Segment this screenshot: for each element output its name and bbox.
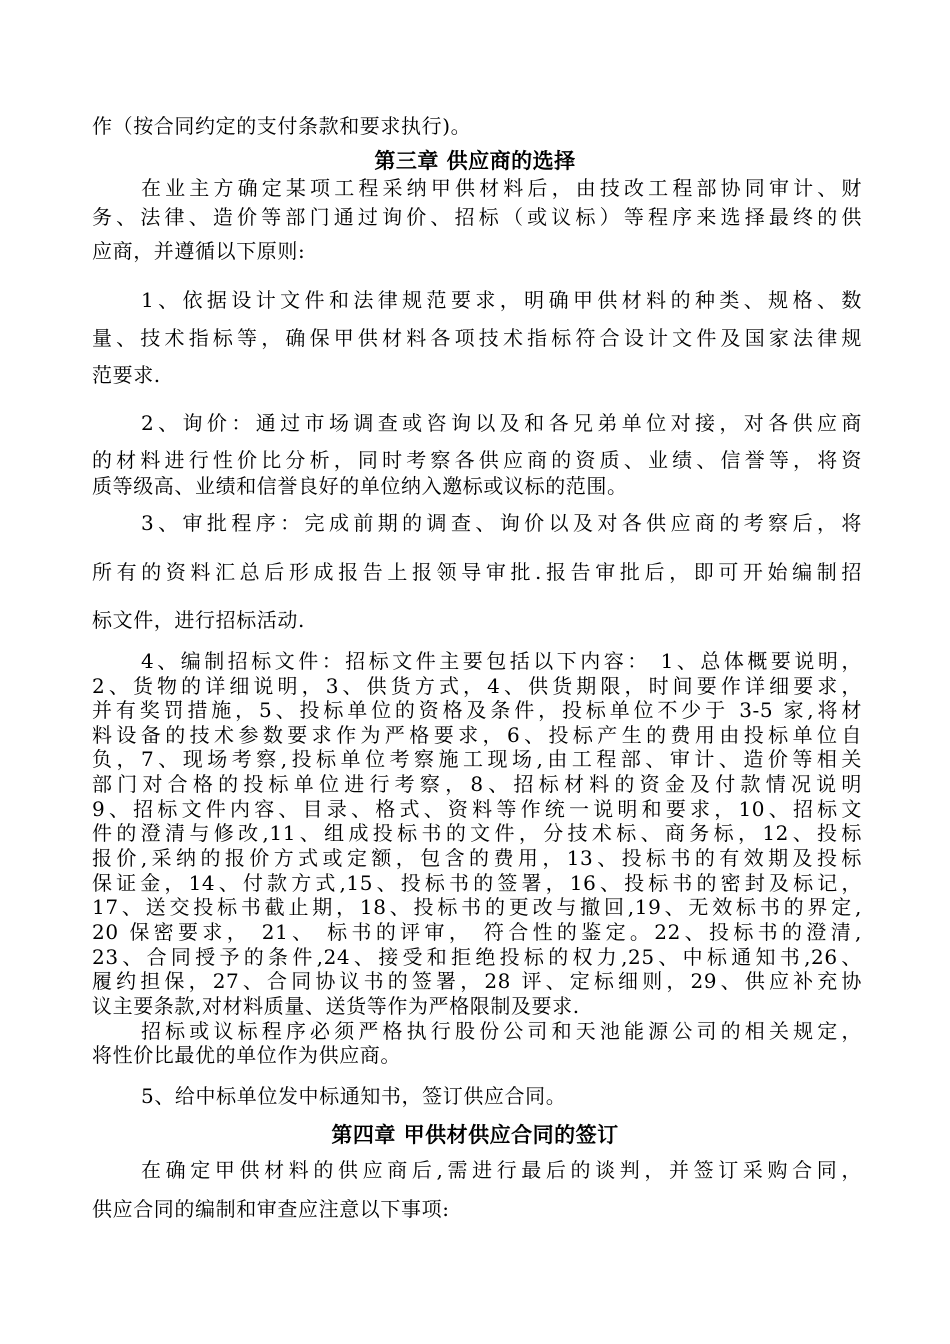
paragraph-line: 17、送交投标书截止期，18、投标书的更改与撤回,19、无效标书的界定, [92,895,862,919]
paragraph-line: 供应合同的编制和审查应注意以下事项: [92,1197,450,1221]
paragraph-line: 应商，并遵循以下原则: [92,239,306,263]
chapter-3-heading: 第三章 供应商的选择 [374,148,576,173]
paragraph-line: 报价,采纳的报价方式或定额，包含的费用，13、投标书的有效期及投标 [92,846,862,870]
paragraph-line: 的材料进行性价比分析，同时考察各供应商的资质、业绩、信誉等，将资 [92,448,862,472]
paragraph-line: 1、依据设计文件和法律规范要求，明确甲供材料的种类、规格、数 [141,288,862,312]
paragraph-line: 履约担保，27、合同协议书的签署，28 评、定标细则，29、供应补充协 [92,969,862,993]
paragraph-line: 标文件，进行招标活动. [92,608,305,632]
paragraph-line: 3、审批程序：完成前期的调查、询价以及对各供应商的考察后，将 [141,511,862,535]
paragraph-line: 23、合同授予的条件,24、接受和拒绝投标的权力,25、中标通知书,26、 [92,945,862,969]
paragraph-line: 部门对合格的投标单位进行考察，8、招标材料的资金及付款情况说明 [92,772,862,796]
paragraph-line: 9、招标文件内容、目录、格式、资料等作统一说明和要求，10、招标文 [92,797,862,821]
paragraph-line: 范要求. [92,363,161,387]
paragraph-line: 质等级高、业绩和信誉良好的单位纳入邀标或议标的范围。 [92,474,628,498]
paragraph-line: 招标或议标程序必须严格执行股份公司和天池能源公司的相关规定， [141,1019,862,1043]
paragraph-line: 负，7、现场考察,投标单位考察施工现场,由工程部、审计、造价等相关 [92,747,862,771]
paragraph-line: 务、法律、造价等部门通过询价、招标（或议标）等程序来选择最终的供 [92,205,862,229]
paragraph-line: 20 保密要求， 21、 标书的评审， 符合性的鉴定。22、投标书的澄清, [92,920,862,944]
paragraph-line: 2、货物的详细说明，3、供货方式，4、供货期限，时间要作详细要求， [92,674,862,698]
paragraph-line: 在业主方确定某项工程采纳甲供材料后，由技改工程部协同审计、财 [141,176,862,200]
paragraph-line: 量、技术指标等，确保甲供材料各项技术指标符合设计文件及国家法律规 [92,326,862,350]
paragraph-line: 保证金，14、付款方式,15、投标书的签署，16、投标书的密封及标记， [92,871,862,895]
paragraph-line: 将性价比最优的单位作为供应商。 [92,1043,401,1067]
paragraph-line: 并有奖罚措施，5、投标单位的资格及条件，投标单位不少于 3-5 家,将材 [92,698,862,722]
paragraph-line: 2、询价：通过市场调查或咨询以及和各兄弟单位对接，对各供应商 [141,411,862,435]
paragraph-line: 件的澄清与修改,11、组成投标书的文件，分技术标、商务标，12、投标 [92,821,862,845]
paragraph-line: 议主要条款,对材料质量、送货等作为严格限制及要求. [92,994,580,1018]
continued-text-line: 作（按合同约定的支付条款和要求执行)。 [92,114,472,138]
paragraph-line: 所有的资料汇总后形成报告上报领导审批.报告审批后，即可开始编制招 [92,560,862,584]
paragraph-line: 在确定甲供材料的供应商后,需进行最后的谈判，并签订采购合同， [141,1158,862,1182]
paragraph-line: 4、编制招标文件：招标文件主要包括以下内容： 1、总体概要说明， [141,649,862,673]
principle-5-paragraph: 5、给中标单位发中标通知书，签订供应合同。 [141,1084,567,1108]
chapter-4-heading: 第四章 甲供材供应合同的签订 [331,1122,619,1147]
paragraph-line: 料设备的技术参数要求作为严格要求，6、投标产生的费用由投标单位自 [92,723,862,747]
